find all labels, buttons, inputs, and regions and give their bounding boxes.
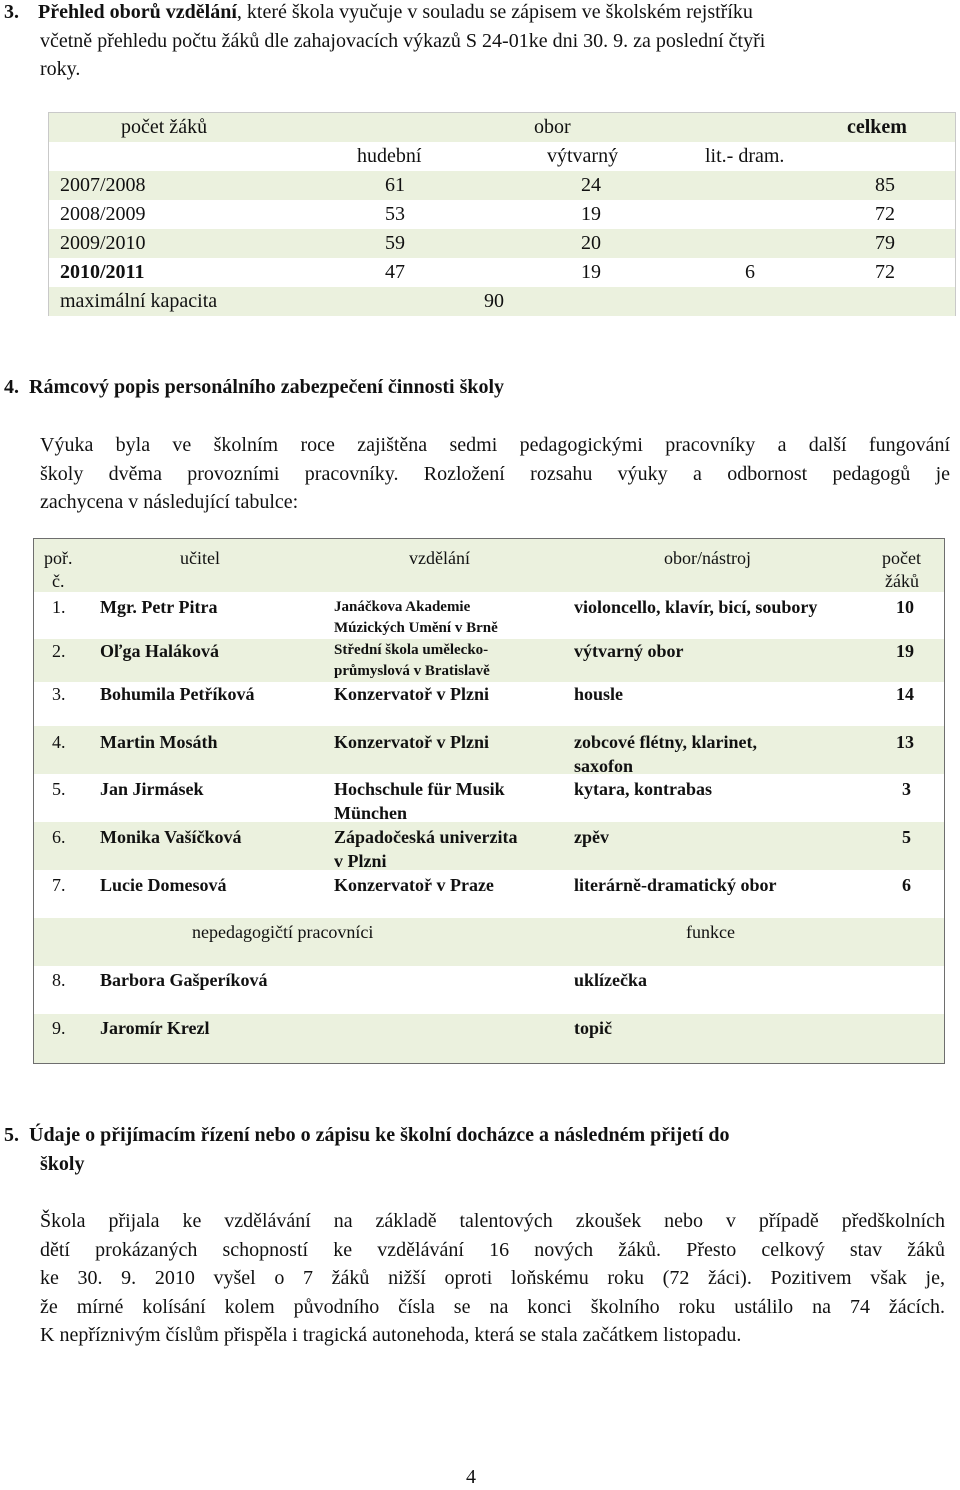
section5-heading-line2: školy (40, 1153, 85, 1175)
section5-line: ke 30. 9. 2010 vyšel o 7 žáků nižší oproti loňskému roku (72 žáci). Pozitivem však je, (40, 1267, 945, 1289)
teacher-education: Konzervatoř v Plzni (334, 732, 489, 752)
section3-title: Přehled oborů vzdělání (38, 1, 237, 23)
teacher-obor-2: saxofon (574, 756, 634, 776)
table1-subheader-hudebni: hudební (357, 145, 422, 167)
table1-header-obor: obor (534, 116, 571, 138)
teacher-name: Martin Mosáth (100, 732, 218, 752)
teacher-obor: zobcové flétny, klarinet, (574, 732, 757, 752)
teacher-name: Bohumila Petříková (100, 684, 255, 704)
teacher-count: 13 (896, 732, 914, 752)
teacher-education: Hochschule für Musik (334, 779, 505, 799)
table1-row-year: 2010/2011 (60, 261, 145, 283)
teacher-name: Monika Vašíčková (100, 827, 242, 847)
table1-row-celkem: 72 (875, 203, 895, 225)
staff-header-funkce: funkce (686, 922, 735, 942)
teacher-obor: zpěv (574, 827, 609, 847)
table1-row-hudebni: 59 (385, 232, 405, 254)
section4-heading: 4. Rámcový popis personálního zabezpečení činnosti školy (4, 376, 505, 398)
table1-row-year: 2008/2009 (60, 203, 146, 225)
table1-row-litdram: 6 (745, 261, 755, 283)
teacher-obor: housle (574, 684, 624, 704)
table1-capacity-value: 90 (484, 290, 504, 312)
teacher-name: Lucie Domesová (100, 875, 227, 895)
table1-row-hudebni: 53 (385, 203, 405, 225)
section5-line: že mírné kolísání kolem původního čísla se na konci školního roku ustálilo na 74 žácích. (40, 1295, 945, 1318)
table1-header-pocet: počet žáků (121, 116, 208, 138)
table1-header-celkem: celkem (847, 116, 907, 138)
section5-heading-line1: 5. Údaje o přijímacím řízení nebo o zápisu ke školní docházce a následném přijetí do (4, 1124, 730, 1146)
table1-row-hudebni: 47 (385, 261, 405, 283)
section3-line1-rest: , které škola vyučuje v souladu se zápisem ve školském rejstříku (236, 1, 753, 23)
section4-paragraph (40, 431, 950, 517)
table1-row-vytvarny: 19 (581, 203, 601, 225)
teacher-no: 6. (52, 827, 66, 847)
section4-line: zachycena v následující tabulce: (40, 491, 299, 513)
table1-subheader-litdram: lit.- dram. (705, 145, 785, 167)
teacher-education: Konzervatoř v Plzni (334, 684, 489, 704)
teacher-name: Mgr. Petr Pitra (100, 597, 218, 617)
teacher-no: 5. (52, 779, 66, 799)
section4-line: školy dvěma provozními pracovníky. Rozložení rozsahu výuky a odbornost pedagogů je (40, 462, 950, 485)
section5-line: K nepříznivým číslům přispěla i tragická autonehoda, která se stala začátkem listopadu. (40, 1324, 742, 1346)
section5-heading (4, 1121, 914, 1179)
staff-role: uklízečka (574, 970, 648, 990)
staff-header-label: nepedagogičtí pracovníci (192, 922, 374, 942)
teacher-education-2: průmyslová v Bratislavě (334, 663, 490, 679)
table2-header-pocet: počet (882, 548, 921, 568)
teacher-count: 19 (896, 641, 914, 661)
staff-role: topič (574, 1018, 612, 1038)
table1-row-celkem: 72 (875, 261, 895, 283)
section3-line1 (4, 0, 956, 27)
section4-line: Výuka byla ve školním roce zajištěna sedmi pedagogickými pracovníky a další fungování (40, 434, 950, 456)
table2-header-por-c: č. (52, 571, 65, 591)
table2-header-ucitel: učitel (180, 548, 220, 568)
section3-line2: včetně přehledu počtu žáků dle zahajovacích výkazů S 24-01ke dni 30. 9. za poslední čtyři (40, 29, 766, 52)
table1-row-celkem: 85 (875, 174, 895, 196)
section3-number: 3. (4, 1, 19, 23)
table2-header-row (34, 539, 944, 592)
teacher-no: 2. (52, 641, 66, 661)
teacher-education: Střední škola umělecko- (334, 642, 489, 658)
teacher-count: 3 (902, 779, 911, 799)
staff-no: 9. (52, 1018, 66, 1038)
table1-row-vytvarny: 24 (581, 174, 601, 196)
teacher-no: 1. (52, 597, 66, 617)
teacher-education-2: München (334, 803, 408, 823)
teacher-education-2: Múzických Umění v Brně (334, 620, 498, 636)
teacher-name: Jan Jirmásek (100, 779, 204, 799)
table1-capacity-label: maximální kapacita (60, 290, 218, 312)
table2-header-zaku: žáků (885, 571, 919, 591)
table1-row-hudebni: 61 (385, 174, 405, 196)
staff-table (33, 538, 945, 1064)
page-number: 4 (466, 1466, 476, 1488)
table2-header-obor: obor/nástroj (664, 548, 751, 568)
table1-row-vytvarny: 19 (581, 261, 601, 283)
teacher-count: 14 (896, 684, 914, 704)
teacher-count: 10 (896, 597, 914, 617)
teacher-name: Oľga Haláková (100, 641, 219, 661)
teacher-no: 3. (52, 684, 66, 704)
teacher-education: Západočeská univerzita (334, 827, 518, 847)
table1-row-vytvarny: 20 (581, 232, 601, 254)
section3-intro (4, 0, 956, 84)
teacher-no: 4. (52, 732, 66, 752)
students-per-year-table (48, 112, 956, 316)
table1-row-year: 2007/2008 (60, 174, 146, 196)
teacher-count: 6 (902, 875, 911, 895)
table2-header-vzdelani: vzdělání (409, 548, 470, 568)
table1-row-celkem: 79 (875, 232, 895, 254)
table1-row-year: 2009/2010 (60, 232, 146, 254)
staff-no: 8. (52, 970, 66, 990)
teacher-education-2: v Plzni (334, 851, 387, 871)
teacher-no: 7. (52, 875, 66, 895)
table1-subheader-vytvarny: výtvarný (547, 145, 619, 167)
teacher-obor: violoncello, klavír, bicí, soubory (574, 597, 818, 617)
teacher-education: Konzervatoř v Praze (334, 875, 494, 895)
teacher-obor: výtvarný obor (574, 641, 684, 661)
section5-paragraph (40, 1207, 945, 1350)
staff-name: Barbora Gašperíková (100, 970, 268, 990)
teacher-education: Janáčkova Akademie (334, 599, 471, 615)
section5-line: Škola přijala ke vzdělávání na základě talentových zkoušek nebo v případě předškolních (40, 1210, 945, 1232)
teacher-obor: kytara, kontrabas (574, 779, 713, 799)
teacher-count: 5 (902, 827, 911, 847)
section5-line: dětí prokázaných schopností ke vzdělávání 16 nových žáků. Přesto celkový stav žáků (40, 1238, 945, 1261)
section3-line3: roky. (40, 58, 81, 80)
table2-header-por: poř. (44, 548, 73, 568)
teacher-obor: literárně-dramatický obor (574, 875, 777, 895)
staff-name: Jaromír Krezl (100, 1018, 210, 1038)
